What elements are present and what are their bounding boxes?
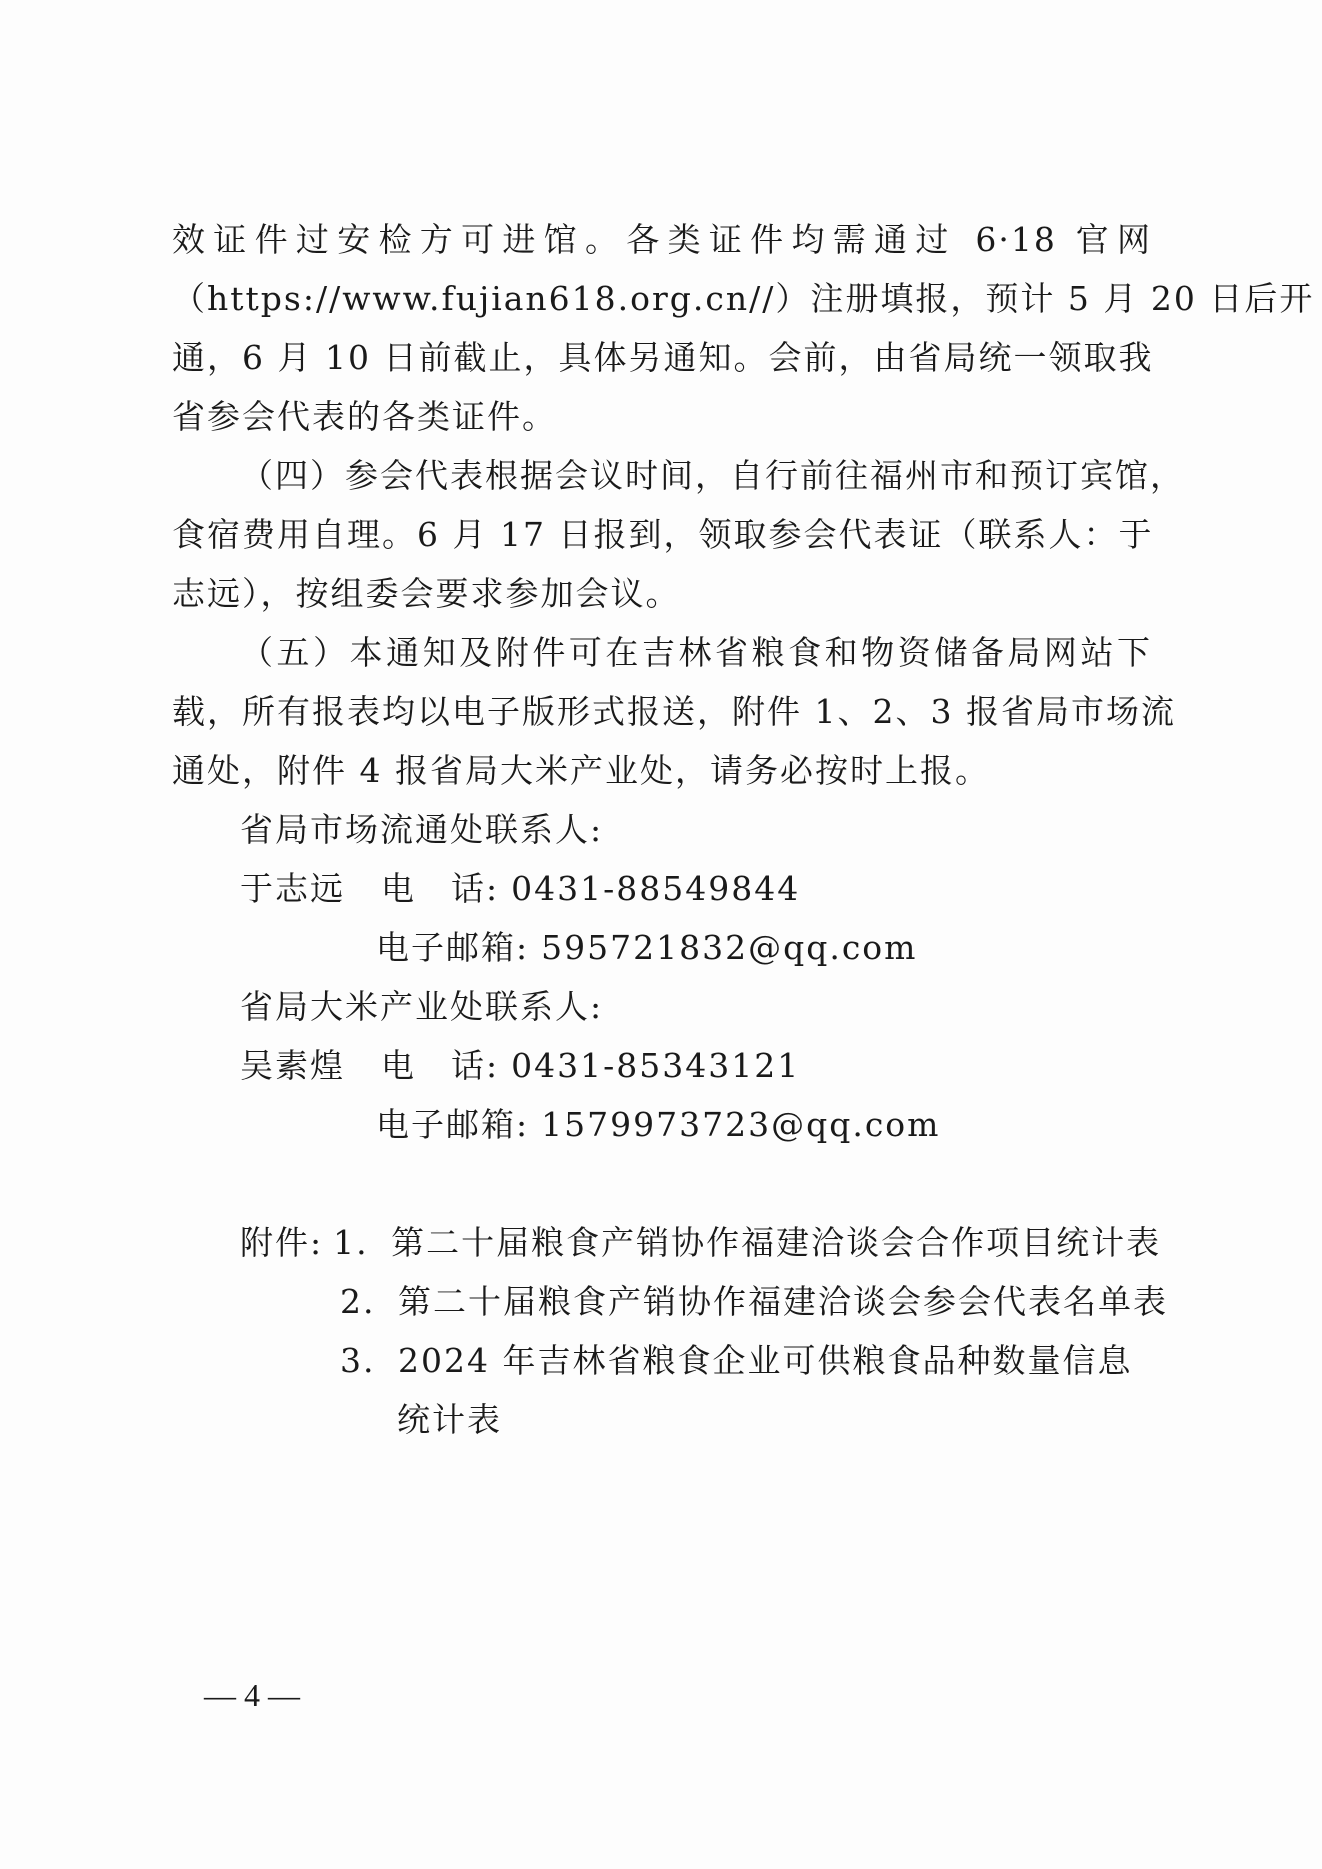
paragraph-line: （https://www.fujian618.org.cn//）注册填报，预计 5 月 20 日后开 (172, 279, 1315, 318)
email-label: 电子邮箱: (376, 1105, 530, 1144)
attachment-title: 第二十届粮食产销协作福建洽谈会合作项目统计表 (391, 1223, 1162, 1262)
rice-dept-contact-heading: 省局大米产业处联系人: (240, 987, 604, 1026)
rice-contact-phone-row (240, 1033, 1220, 1099)
attachment-number: 2. (340, 1282, 376, 1321)
attachment-item (240, 1210, 1220, 1276)
market-contact-phone-row (240, 856, 1220, 922)
rice-contact-email-row (376, 1092, 1322, 1158)
attachments-label: 附件: (240, 1223, 324, 1262)
paragraph-line: （五）本通知及附件可在吉林省粮食和物资储备局网站下 (240, 633, 1152, 672)
market-dept-contact-heading: 省局市场流通处联系人: (240, 810, 604, 849)
page-number: — 4 — (204, 1677, 300, 1713)
paragraph-line: 食宿费用自理。6 月 17 日报到，领取参会代表证（联系人：于 (172, 515, 1154, 554)
attachment-title-continuation: 统计表 (397, 1400, 502, 1439)
contact-phone: 0431-85343121 (511, 1046, 801, 1085)
contact-person: 吴素煌 (240, 1046, 345, 1085)
attachment-title: 第二十届粮食产销协作福建洽谈会参会代表名单表 (398, 1282, 1168, 1321)
attachment-title: 2024 年吉林省粮食企业可供粮食品种数量信息 (398, 1341, 1133, 1380)
phone-label: 电 话: (381, 869, 500, 908)
paragraph-line: （四）参会代表根据会议时间，自行前往福州市和预订宾馆， (240, 456, 1185, 495)
paragraph-line: 志远），按组委会要求参加会议。 (172, 574, 681, 613)
paragraph-line: 效证件过安检方可进馆。各类证件均需通过 6·18 官网 (172, 220, 1152, 259)
phone-label: 电 话: (381, 1046, 500, 1085)
attachment-number: 1. (333, 1223, 369, 1262)
paragraph-line: 通，6 月 10 日前截止，具体另通知。会前，由省局统一领取我 (172, 338, 1154, 377)
contact-email: 595721832@qq.com (541, 928, 918, 967)
attachment-number: 3. (340, 1341, 376, 1380)
paragraph-line: 载，所有报表均以电子版形式报送，附件 1、2、3 报省局市场流 (172, 692, 1176, 731)
contact-phone: 0431-88549844 (511, 869, 801, 908)
paragraph-line: 通处，附件 4 报省局大米产业处，请务必按时上报。 (172, 751, 990, 790)
attachment-item (340, 1328, 1320, 1394)
attachment-item (340, 1269, 1320, 1335)
contact-person: 于志远 (240, 869, 345, 908)
contact-email: 1579973723@qq.com (541, 1105, 941, 1144)
email-label: 电子邮箱: (376, 928, 530, 967)
market-contact-email-row (376, 915, 1322, 981)
paragraph-line: 省参会代表的各类证件。 (172, 397, 557, 436)
